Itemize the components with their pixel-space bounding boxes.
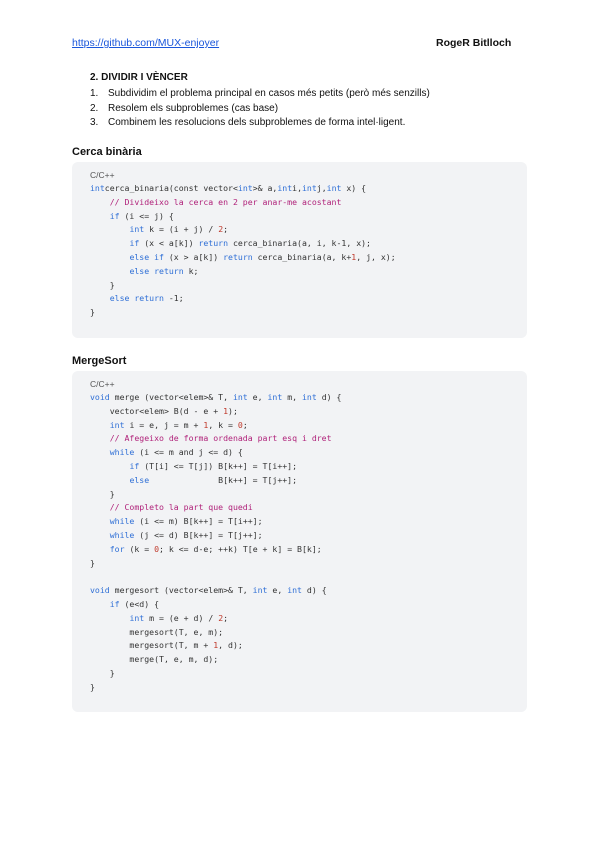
code-line <box>90 251 396 265</box>
code-token: } <box>90 307 95 318</box>
code-line <box>90 237 396 251</box>
code-token <box>90 530 110 540</box>
code-token: d) { <box>316 392 342 402</box>
code-token: , k = <box>208 419 238 430</box>
code-line <box>90 265 396 279</box>
code-token <box>90 544 110 554</box>
code-line <box>90 279 396 293</box>
step-text: Subdividim el problema principal en casos més petits (però més senzills) <box>108 88 430 99</box>
step-number: 1. <box>90 88 99 99</box>
code-token: int <box>252 585 268 596</box>
code-line <box>90 391 341 405</box>
code-token <box>90 197 110 207</box>
code-line <box>90 612 341 626</box>
code-token: return <box>223 251 253 262</box>
list-item <box>90 87 430 102</box>
code-token: cerca_binaria(const vector< <box>104 183 238 193</box>
mergesort-heading: MergeSort <box>72 355 127 367</box>
code-token: 1 <box>203 419 209 430</box>
binary-search-heading: Cerca binària <box>72 146 142 158</box>
code-token: void <box>90 392 110 402</box>
code-token: (e<d) { <box>119 598 160 609</box>
code-token: else <box>129 474 150 485</box>
code-token: else return <box>109 293 164 304</box>
code-line <box>90 501 341 515</box>
binary-search-code-block <box>72 162 527 338</box>
code-token: int <box>232 392 248 402</box>
code-token <box>90 252 129 262</box>
mergesort-code <box>90 391 341 695</box>
code-token: (i <= j) { <box>119 210 174 221</box>
code-token: 2 <box>218 224 224 235</box>
code-token: mergesort (vector<elem>& T, <box>109 585 253 596</box>
code-token: i, <box>292 183 302 193</box>
code-token: if <box>109 598 120 609</box>
code-token: ); <box>228 405 238 416</box>
steps-list <box>90 87 430 131</box>
github-link[interactable]: https://github.com/MUX-enjoyer <box>72 37 220 49</box>
code-token: int <box>326 183 342 193</box>
code-line <box>90 474 341 488</box>
code-token <box>90 447 110 457</box>
code-token: ; k <= d-e; ++k) T[e + k] = B[k]; <box>159 543 322 554</box>
code-token: m, <box>282 392 302 402</box>
code-token <box>90 211 110 221</box>
code-line <box>90 488 341 502</box>
section-title: 2. DIVIDIR I VÈNCER <box>90 72 188 83</box>
code-token: merge (vector<elem>& T, <box>109 392 233 402</box>
code-token: return <box>198 238 229 249</box>
code-token: } <box>90 681 95 692</box>
code-line <box>90 570 341 584</box>
code-token: 1 <box>223 405 229 416</box>
code-line <box>90 557 341 571</box>
code-token: x) { <box>341 183 367 193</box>
code-token: (k = <box>124 543 155 554</box>
code-token <box>90 266 129 276</box>
list-item <box>90 102 430 117</box>
code-token: d) { <box>301 585 327 596</box>
code-token: merge(T, e, m, d); <box>90 654 219 665</box>
code-line <box>90 529 341 543</box>
code-token: else if <box>129 251 164 262</box>
code-line <box>90 598 341 612</box>
code-token: } <box>90 488 115 499</box>
code-token: k = (i + j) / <box>144 224 219 235</box>
code-token: m = (e + d) / <box>144 612 219 623</box>
code-token: (x > a[k]) <box>163 251 224 262</box>
code-token: -1; <box>163 293 184 304</box>
code-line <box>90 419 341 433</box>
code-line <box>90 292 396 306</box>
code-token: ; <box>242 419 248 430</box>
code-line <box>90 446 341 460</box>
code-token: else return <box>129 265 184 276</box>
code-token: if <box>129 238 140 249</box>
code-token: if <box>129 460 140 471</box>
code-line <box>90 210 396 224</box>
code-token: e, <box>267 585 288 596</box>
code-line <box>90 667 341 681</box>
code-line <box>90 182 396 196</box>
code-token: // Divideixo la cerca en 2 per anar-me acostant <box>109 196 342 207</box>
code-token: int <box>129 612 145 623</box>
code-token: } <box>90 557 95 568</box>
code-token: k; <box>183 265 199 276</box>
code-token: void <box>90 585 110 596</box>
step-number: 2. <box>90 102 99 114</box>
code-token: >& a, <box>252 183 278 193</box>
code-token: 0 <box>237 419 243 430</box>
code-token: j, <box>316 183 327 193</box>
code-token: (i <= m and j <= d) { <box>134 447 243 458</box>
code-token: mergesort(T, m + <box>90 640 214 651</box>
code-token <box>90 420 110 430</box>
code-token: } <box>90 667 115 678</box>
code-token: (j <= d) B[k++] = T[j++]; <box>134 529 263 540</box>
code-line <box>90 653 341 667</box>
code-token: int <box>277 183 293 193</box>
code-token: 1 <box>351 251 357 262</box>
code-line <box>90 639 341 653</box>
code-token: int <box>302 183 317 193</box>
code-token: e, <box>247 392 268 402</box>
code-language-label: C/C++ <box>90 170 115 180</box>
code-token: , j, x); <box>356 251 396 262</box>
code-token: cerca_binaria(a, k+ <box>252 251 352 262</box>
code-token <box>90 599 110 609</box>
code-token <box>90 613 129 623</box>
code-line <box>90 681 341 695</box>
code-token: for <box>109 543 125 554</box>
code-token: int <box>301 392 317 402</box>
code-line <box>90 196 396 210</box>
code-token: 0 <box>154 543 160 554</box>
code-line <box>90 460 341 474</box>
code-token: // Afegeixo de forma ordenada part esq i dret <box>109 433 332 444</box>
code-token <box>90 475 129 485</box>
code-token: cerca_binaria(a, i, k-1, x); <box>228 238 371 249</box>
code-token: (x < a[k]) <box>139 238 199 249</box>
code-line <box>90 626 341 640</box>
code-token: // Completo la part que quedi <box>109 502 253 513</box>
code-token <box>90 433 110 443</box>
code-token: B[k++] = T[j++]; <box>149 474 298 485</box>
code-token: mergesort(T, e, m); <box>90 626 224 637</box>
code-token: , d); <box>218 640 243 651</box>
code-token: while <box>109 516 135 527</box>
code-token <box>90 224 129 234</box>
code-token: if <box>109 210 120 221</box>
code-line <box>90 405 341 419</box>
code-token: while <box>109 529 135 540</box>
code-token: 1 <box>213 640 219 651</box>
code-token: int <box>109 419 125 430</box>
code-token: int <box>90 183 105 193</box>
code-token: 2 <box>218 612 224 623</box>
code-line <box>90 223 396 237</box>
code-token: (i <= m) B[k++] = T[i++]; <box>134 516 263 527</box>
code-line <box>90 432 341 446</box>
code-line <box>90 306 396 320</box>
code-token <box>90 293 110 303</box>
code-token: ; <box>223 224 229 235</box>
mergesort-code-block <box>72 371 527 712</box>
step-text: Combinem les resolucions dels subproblemes de forma intel·ligent. <box>108 117 406 128</box>
list-item <box>90 116 430 131</box>
step-text: Resolem els subproblemes (cas base) <box>108 102 279 114</box>
code-token: while <box>109 447 135 458</box>
code-line <box>90 584 341 598</box>
code-token: int <box>129 224 145 235</box>
code-token: int <box>287 585 302 596</box>
code-token <box>90 461 129 471</box>
code-token <box>90 238 129 248</box>
code-line <box>90 515 341 529</box>
code-token: int <box>237 183 253 193</box>
code-line <box>90 543 341 557</box>
code-token <box>90 516 110 526</box>
code-token: i = e, j = m + <box>124 419 204 430</box>
code-token: } <box>90 279 115 290</box>
code-token: ; <box>223 612 229 623</box>
binary-search-code <box>90 182 396 320</box>
code-token: int <box>267 392 283 402</box>
author-name: RogeR Bitlloch <box>436 37 512 49</box>
code-token: (T[i] <= T[j]) B[k++] = T[i++]; <box>139 460 298 471</box>
code-token <box>90 502 110 512</box>
step-number: 3. <box>90 117 99 128</box>
code-token: vector<elem> B(d - e + <box>90 405 224 416</box>
code-language-label: C/C++ <box>90 379 115 389</box>
